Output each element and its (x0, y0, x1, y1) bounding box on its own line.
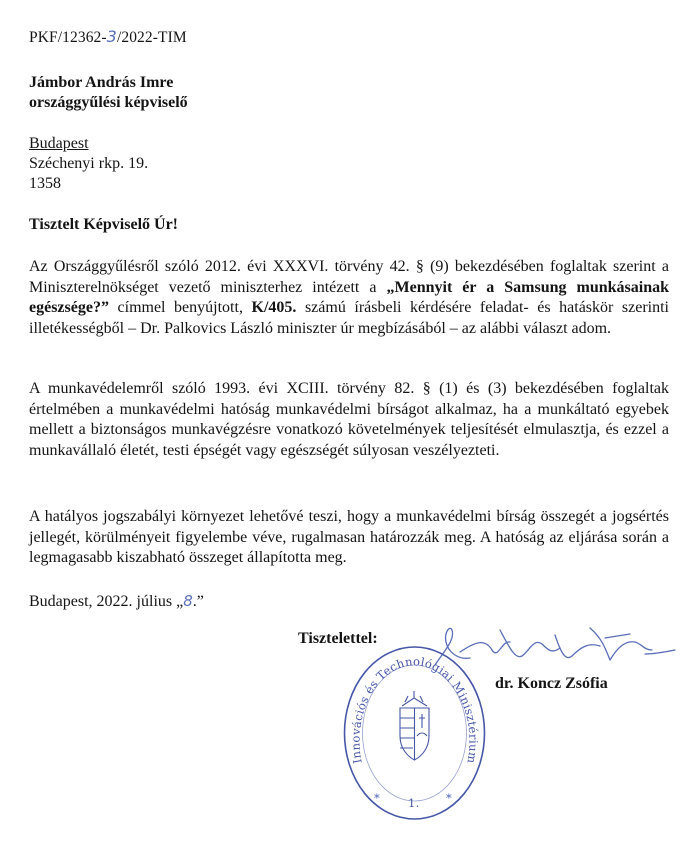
date-suffix: .” (192, 593, 204, 610)
recipient-block (29, 73, 188, 113)
salutation: Tisztelt Képviselő Úr! (29, 216, 179, 233)
seal-number: 1. (408, 796, 420, 810)
address-postcode: 1358 (29, 175, 61, 192)
date-line (29, 592, 204, 611)
date-prefix: Budapest, 2022. július „ (29, 593, 184, 610)
paragraph-1-text-c: számú írásbeli kérdésére feladat- és hatáskör szerinti illetékességből – Dr. Palkovics László miniszter úr megbízásából – az alábbi választ adom. (29, 299, 669, 337)
address-street: Széchenyi rkp. 19. (29, 155, 149, 172)
coat-of-arms-icon (400, 691, 429, 760)
paragraph-1-text-b: címmel benyújtott, (108, 299, 252, 316)
reference-prefix: PKF/12362- (29, 29, 107, 46)
reference-number (29, 27, 187, 47)
paragraph-1 (29, 257, 669, 339)
official-seal (342, 644, 487, 822)
recipient-title: országgyűlési képviselő (29, 94, 188, 111)
closing: Tisztelettel: (298, 630, 378, 647)
address-city: Budapest (29, 135, 89, 152)
seal-star-right: * (446, 791, 453, 805)
paragraph-2: A munkavédelemről szóló 1993. évi XCIII. törvény 82. § (1) és (3) bekezdésében foglaltak értelmében a munkavédelmi hatóság munkavédelmi bírságot alkalmaz, ha a munkáltató egyebek mellett a biztonságos munkavégzésre vonatkozó követelmények teljesítését elmulasztja, és ezzel a munkavállaló életét, testi épségét vagy egészségét súlyosan veszélyezteti. (29, 380, 669, 459)
seal-text: Innovációs és Technológiai Minisztérium (348, 654, 481, 765)
reference-suffix: /2022-TIM (116, 29, 187, 46)
question-number: K/405. (251, 299, 297, 316)
reference-handwritten-digit: 3 (106, 27, 117, 46)
seal-star-left: * (374, 791, 381, 805)
paragraph-3: A hatályos jogszabályi környezet lehetővé teszi, hogy a munkavédelmi bírság összegét a jogsértés jellegét, körülményeit figyelembe véve, rugalmasan határozzák meg. A hatóság az eljárása során a legmagasabb kiszabható összeget állapította meg. (29, 508, 669, 566)
date-handwritten-day: 8 (183, 592, 193, 610)
signer-name: dr. Koncz Zsófia (495, 675, 608, 692)
recipient-name: Jámbor András Imre (29, 74, 174, 91)
address-block (29, 134, 148, 194)
paragraph-1-text-a: Az Országgyűlésről szóló 2012. évi XXXVI. törvény 42. § (9) bekezdésében foglaltak szerint a Miniszterelnökséget vezető miniszterhez intézett a (29, 258, 669, 296)
question-title: „Mennyit ér a Samsung munkásainak egészsége?” (29, 278, 669, 316)
